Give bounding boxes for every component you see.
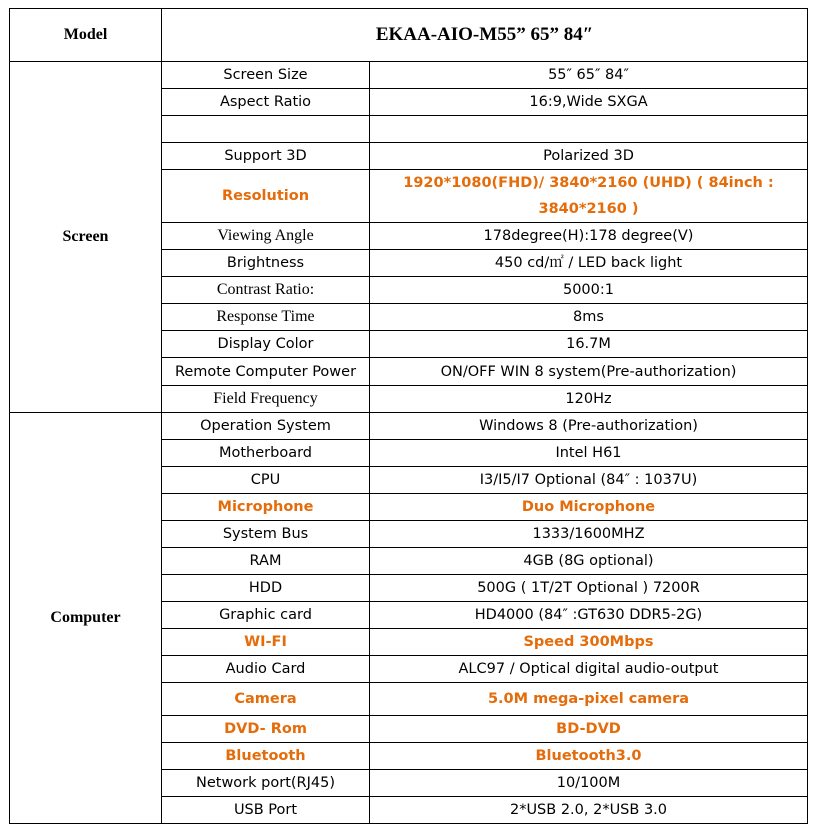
spec-value: Windows 8 (Pre-authorization) — [370, 413, 808, 440]
spec-attr: Brightness — [162, 250, 370, 277]
spec-value: Duo Microphone — [370, 494, 808, 521]
spec-value: 10/100M — [370, 770, 808, 797]
spec-value: 4GB (8G optional) — [370, 548, 808, 575]
spec-value: Polarized 3D — [370, 143, 808, 170]
spec-value: Bluetooth3.0 — [370, 743, 808, 770]
spec-attr: Resolution — [162, 170, 370, 223]
spec-value: 450 cd/㎡ / LED back light — [370, 250, 808, 277]
spec-value: 5000:1 — [370, 277, 808, 304]
spec-value: 8ms — [370, 304, 808, 331]
spec-value: 500G ( 1T/2T Optional ) 7200R — [370, 575, 808, 602]
spec-value: HD4000 (84″ :GT630 DDR5-2G) — [370, 602, 808, 629]
spec-value: I3/I5/I7 Optional (84″ : 1037U) — [370, 467, 808, 494]
spec-value: 55″ 65″ 84″ — [370, 62, 808, 89]
spec-value — [370, 116, 808, 143]
spec-value: 1333/1600MHZ — [370, 521, 808, 548]
spec-attr: Network port(RJ45) — [162, 770, 370, 797]
spec-attr: Remote Computer Power — [162, 358, 370, 386]
spec-value: Intel H61 — [370, 440, 808, 467]
spec-attr: Microphone — [162, 494, 370, 521]
spec-attr: USB Port — [162, 797, 370, 824]
model-value: EKAA-AIO-M55” 65” 84″ — [162, 9, 808, 62]
spec-attr: Bluetooth — [162, 743, 370, 770]
spec-attr: CPU — [162, 467, 370, 494]
screen-category-label: Screen — [10, 62, 162, 413]
spec-attr: Viewing Angle — [162, 223, 370, 250]
spec-attr: Operation System — [162, 413, 370, 440]
spec-attr: HDD — [162, 575, 370, 602]
model-label: Model — [10, 9, 162, 62]
spec-attr: DVD- Rom — [162, 716, 370, 743]
spec-attr: System Bus — [162, 521, 370, 548]
spec-value: BD-DVD — [370, 716, 808, 743]
spec-value: 120Hz — [370, 386, 808, 413]
spec-attr: Audio Card — [162, 656, 370, 683]
spec-value: 178degree(H):178 degree(V) — [370, 223, 808, 250]
spec-attr: RAM — [162, 548, 370, 575]
spec-value: 1920*1080(FHD)/ 3840*2160 (UHD) ( 84inch : 3840*2160 ) — [370, 170, 808, 223]
spec-attr: Aspect Ratio — [162, 89, 370, 116]
spec-row — [10, 413, 808, 440]
spec-value: 2*USB 2.0, 2*USB 3.0 — [370, 797, 808, 824]
spec-value: 16:9,Wide SXGA — [370, 89, 808, 116]
spec-attr: Support 3D — [162, 143, 370, 170]
spec-value: 5.0M mega-pixel camera — [370, 683, 808, 716]
computer-category-label: Computer — [10, 413, 162, 824]
spec-attr: Motherboard — [162, 440, 370, 467]
spec-table — [9, 8, 808, 824]
spec-row — [10, 62, 808, 89]
spec-attr: Camera — [162, 683, 370, 716]
spec-attr: WI-FI — [162, 629, 370, 656]
spec-attr: Screen Size — [162, 62, 370, 89]
spec-value: ALC97 / Optical digital audio-output — [370, 656, 808, 683]
spec-value: Speed 300Mbps — [370, 629, 808, 656]
spec-value: ON/OFF WIN 8 system(Pre-authorization) — [370, 358, 808, 386]
spec-attr — [162, 116, 370, 143]
spec-attr: Display Color — [162, 331, 370, 358]
spec-attr: Graphic card — [162, 602, 370, 629]
model-row — [10, 9, 808, 62]
spec-attr: Field Frequency — [162, 386, 370, 413]
spec-attr: Contrast Ratio: — [162, 277, 370, 304]
spec-value: 16.7M — [370, 331, 808, 358]
spec-attr: Response Time — [162, 304, 370, 331]
